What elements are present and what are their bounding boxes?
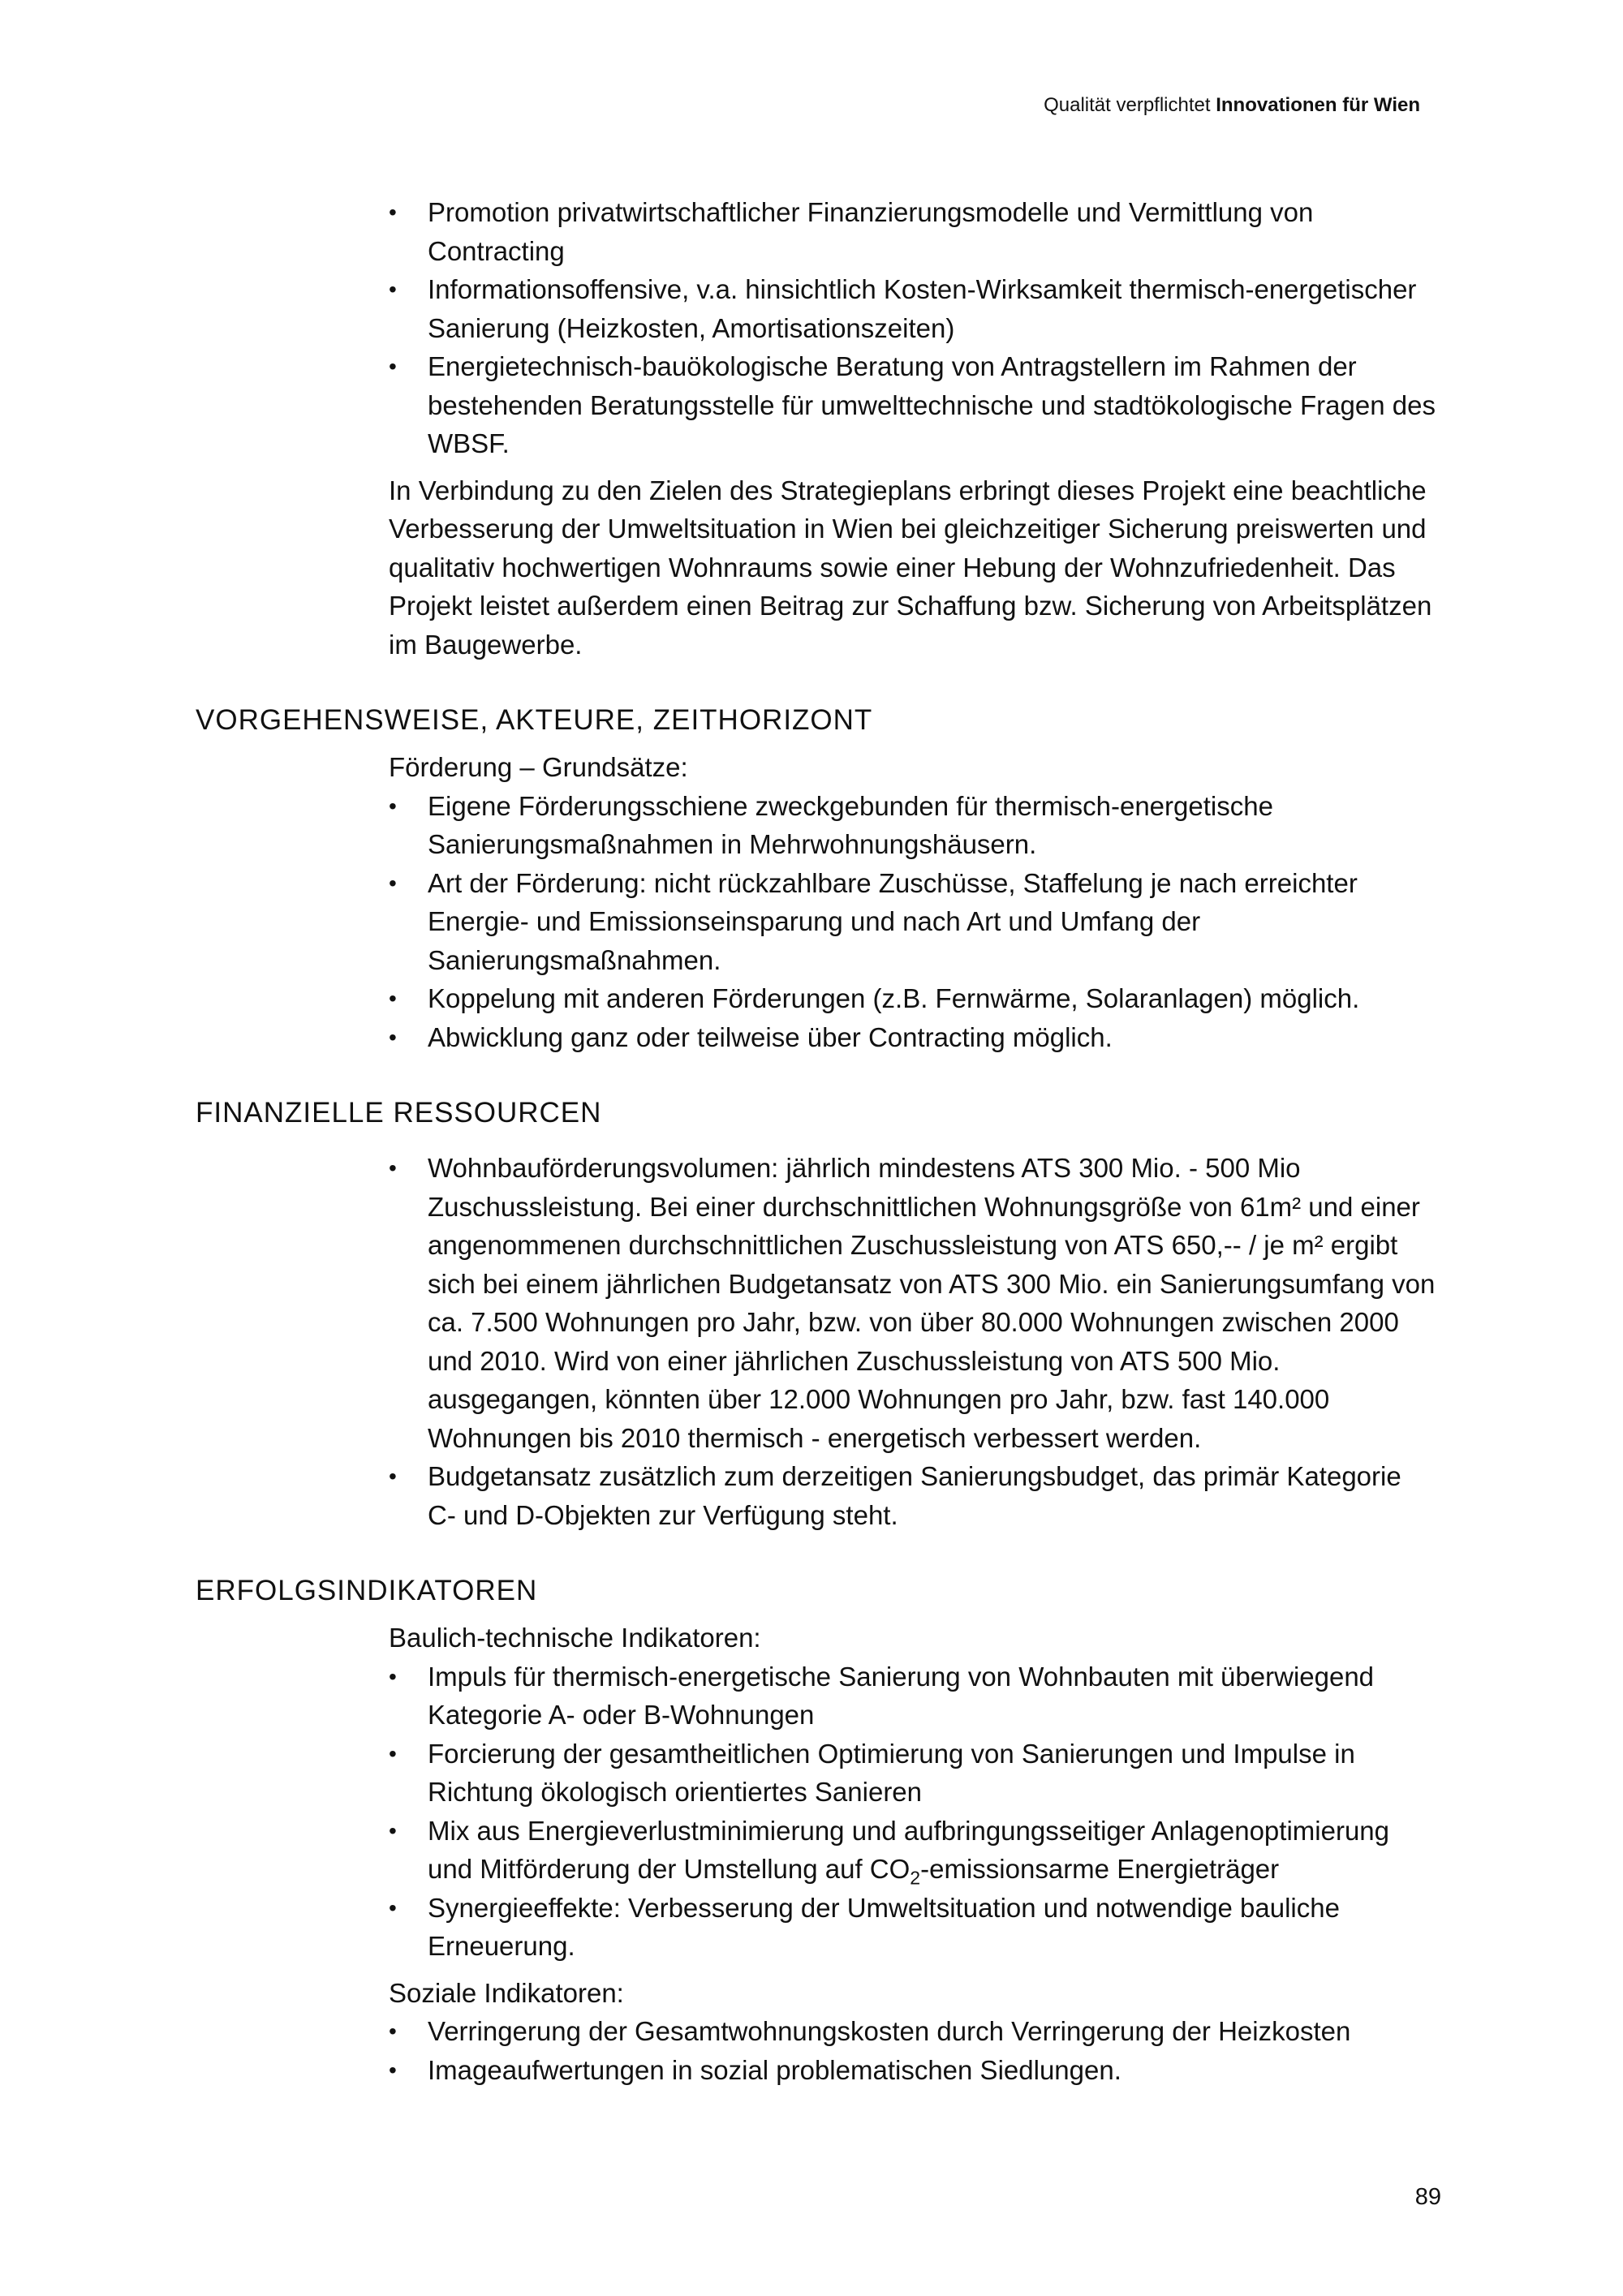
list-item: • Synergieeffekte: Verbesserung der Umweltsituation und notwendige bauliche Erneuerung. (389, 1889, 1436, 1966)
subheading-soziale: Soziale Indikatoren: (389, 1977, 624, 2008)
list-item: • Energietechnisch-bauökologische Beratung von Antragstellern im Rahmen der bestehenden Beratungsstelle für umwelttechnische und stadtökologische Fragen des WBSF. (389, 347, 1436, 463)
list-item: • Impuls für thermisch-energetische Sanierung von Wohnbauten mit überwiegend Kategorie A- oder B-Wohnungen (389, 1658, 1436, 1735)
co2-subscript: 2 (910, 1867, 921, 1889)
list-item: • Eigene Förderungsschiene zweckgebunden für thermisch-energetische Sanierungsmaßnahmen in Mehrwohnungshäusern. (389, 787, 1436, 864)
list-item: • Promotion privatwirtschaftlicher Finanzierungsmodelle und Vermittlung von Contracting (389, 193, 1436, 270)
list-item: • Abwicklung ganz oder teilweise über Contracting möglich. (389, 1018, 1436, 1057)
list-item: • Verringerung der Gesamtwohnungskosten durch Verringerung der Heizkosten (389, 2012, 1436, 2051)
vorgehensweise-bullet-list (389, 787, 1436, 1057)
section-title-finanzielle: FINANZIELLE RESSOURCEN (196, 1097, 602, 1129)
header-bold: Innovationen für Wien (1216, 94, 1420, 116)
list-item-co2 (389, 1812, 1436, 1889)
section-title-erfolg: ERFOLGSINDIKATOREN (196, 1575, 538, 1606)
intro-bullet-list (389, 193, 1436, 463)
baulich-bullet-list (389, 1658, 1436, 1966)
list-item: • Imageaufwertungen in sozial problematischen Siedlungen. (389, 2051, 1436, 2090)
subheading-baulich: Baulich-technische Indikatoren: (389, 1623, 761, 1653)
list-item: • Koppelung mit anderen Förderungen (z.B. Fernwärme, Solaranlagen) möglich. (389, 979, 1436, 1018)
intro-paragraph: In Verbindung zu den Zielen des Strategieplans erbringt dieses Projekt eine beachtliche Verbesserung der Umweltsituation in Wien bei gleichzeitiger Sicherung preiswerten und qualitativ hochwertigen Wohnraums sowie einer Hebung der Wohnzufriedenheit. Das Projekt leistet außerdem einen Beitrag zur Schaffung bzw. Sicherung von Arbeitsplätzen im Baugewerbe. (389, 475, 1432, 660)
page-number: 89 (1414, 2184, 1441, 2210)
mix-text-before: Mix aus Energieverlustminimierung und aufbringungsseitiger Anlagenoptimierung und Mitförderung der Umstellung auf CO (428, 1815, 1390, 1884)
header-light: Qualität verpflichtet (1044, 94, 1211, 116)
mix-text-after: -emissionsarme Energieträger (920, 1854, 1280, 1884)
list-item: • Budgetansatz zusätzlich zum derzeitigen Sanierungsbudget, das primär Kategorie C- und D-Objekten zur Verfügung steht. (389, 1457, 1436, 1534)
subheading-foerderung: Förderung – Grundsätze: (389, 752, 688, 782)
running-header (1044, 94, 1420, 117)
list-item: • Art der Förderung: nicht rückzahlbare Zuschüsse, Staffelung je nach erreichter Energie- und Emissionseinsparung und nach Art und Umfang der Sanierungsmaßnahmen. (389, 864, 1436, 980)
finanzielle-bullet-list (389, 1149, 1436, 1534)
list-item: • Informationsoffensive, v.a. hinsichtlich Kosten-Wirksamkeit thermisch-energetischer Sanierung (Heizkosten, Amortisationszeiten) (389, 270, 1436, 347)
list-item: • Forcierung der gesamtheitlichen Optimierung von Sanierungen und Impulse in Richtung ökologisch orientiertes Sanieren (389, 1735, 1436, 1812)
section-title-vorgehensweise: VORGEHENSWEISE, AKTEURE, ZEITHORIZONT (196, 704, 873, 736)
main-content (196, 193, 1436, 2089)
list-item: • Wohnbauförderungsvolumen: jährlich mindestens ATS 300 Mio. - 500 Mio Zuschussleistung. Bei einer durchschnittlichen Wohnungsgröße von 61m² und einer angenommenen durchschnittlichen Zuschussleistung von ATS 650,-- / je m² ergibt sich bei einem jährlichen Budgetansatz von ATS 300 Mio. ein Sanierungsumfang von ca. 7.500 Wohnungen pro Jahr, bzw. von über 80.000 Wohnungen zwischen 2000 und 2010. Wird von einer jährlichen Zuschussleistung von ATS 500 Mio. ausgegangen, könnten über 12.000 Wohnungen pro Jahr, bzw. fast 140.000 Wohnungen bis 2010 thermisch - energetisch verbessert werden. (389, 1149, 1436, 1457)
soziale-bullet-list (389, 2012, 1436, 2089)
